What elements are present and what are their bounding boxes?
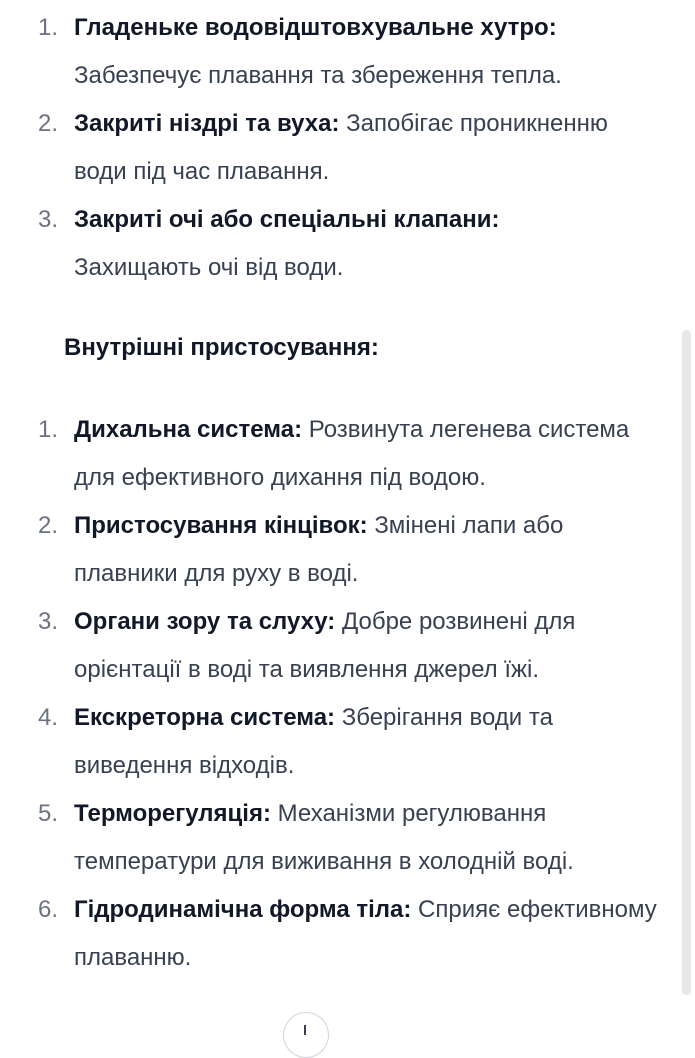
list-number: 1. <box>38 14 59 41</box>
scroll-down-button[interactable] <box>283 1012 329 1058</box>
list-item <box>0 598 660 694</box>
list-item <box>0 886 660 982</box>
item-term: Закриті очі або спеціальні клапани: <box>74 206 500 233</box>
item-description: Розвинута легенева система для ефективного дихання під водою. <box>74 416 630 491</box>
list-item <box>0 790 660 886</box>
list-number: 5. <box>38 800 59 827</box>
list-item <box>0 406 660 502</box>
list-number: 1. <box>38 416 59 443</box>
item-description: Добре розвинені для орієнтації в воді та виявлення джерел їжі. <box>74 608 576 683</box>
item-term: Органи зору та слуху: <box>74 608 336 635</box>
item-description: Забезпечує плавання та збереження тепла. <box>74 62 562 89</box>
list-item <box>0 100 660 196</box>
item-term: Гідродинамічна форма тіла: <box>74 896 412 923</box>
item-term: Дихальна система: <box>74 416 303 443</box>
item-term: Терморегуляція: <box>74 800 271 827</box>
list-item <box>0 694 660 790</box>
item-description: Зберігання води та виведення відходів. <box>74 704 553 779</box>
item-description: Механізми регулювання температури для виживання в холодній воді. <box>74 800 574 875</box>
list-item <box>0 502 660 598</box>
list-item <box>0 4 660 100</box>
item-term: Закриті ніздрі та вуха: <box>74 110 340 137</box>
list-number: 3. <box>38 608 59 635</box>
arrow-down-icon <box>304 1025 306 1035</box>
internal-adaptations-list <box>0 406 660 982</box>
item-description: Сприяє ефективному плаванню. <box>74 896 657 971</box>
item-term: Гладеньке водовідштовхувальне хутро: <box>74 14 557 41</box>
item-term: Екскреторна система: <box>74 704 336 731</box>
item-description: Змінені лапи або плавники для руху в воді. <box>74 512 564 587</box>
item-term: Пристосування кінцівок: <box>74 512 368 539</box>
scrollbar[interactable] <box>682 330 691 995</box>
list-number: 3. <box>38 206 59 233</box>
item-description: Запобігає проникненню води під час плавання. <box>74 110 608 185</box>
list-number: 2. <box>38 512 59 539</box>
list-number: 2. <box>38 110 59 137</box>
section-heading: Внутрішні пристосування: <box>64 334 379 361</box>
list-number: 6. <box>38 896 59 923</box>
external-adaptations-list <box>0 4 660 292</box>
item-description: Захищають очі від води. <box>74 254 344 281</box>
list-number: 4. <box>38 704 59 731</box>
list-item <box>0 196 660 292</box>
